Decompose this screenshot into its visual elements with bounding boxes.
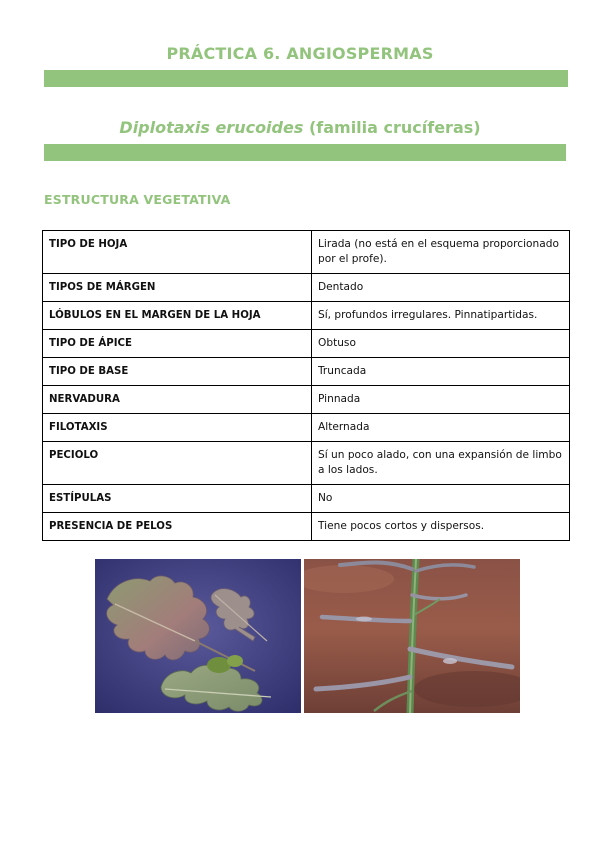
property-value: Lirada (no está en el esquema proporcionado por el profe). — [312, 231, 570, 274]
property-value: Pinnada — [312, 386, 570, 414]
leaf-photo — [95, 559, 301, 713]
property-value: Sí un poco alado, con una expansión de limbo a los lados. — [312, 442, 570, 485]
property-key: LÓBULOS EN EL MARGEN DE LA HOJA — [43, 302, 312, 330]
property-value: No — [312, 485, 570, 513]
table-row — [43, 414, 570, 442]
page-title: PRÁCTICA 6. ANGIOSPERMAS — [166, 44, 434, 63]
table-row — [43, 485, 570, 513]
property-value: Tiene pocos cortos y dispersos. — [312, 513, 570, 541]
property-value: Sí, profundos irregulares. Pinnatipartidas. — [312, 302, 570, 330]
table-row — [43, 513, 570, 541]
table-row — [43, 231, 570, 274]
stem-siliques-photo — [304, 559, 520, 713]
property-key: PECIOLO — [43, 442, 312, 485]
section-heading: ESTRUCTURA VEGETATIVA — [44, 192, 231, 207]
table-row — [43, 302, 570, 330]
title-underline-bar — [44, 70, 568, 87]
subtitle-underline-bar — [44, 144, 566, 161]
property-key: TIPO DE BASE — [43, 358, 312, 386]
property-key: PRESENCIA DE PELOS — [43, 513, 312, 541]
property-key: ESTÍPULAS — [43, 485, 312, 513]
property-key: TIPOS DE MÁRGEN — [43, 274, 312, 302]
table-row — [43, 442, 570, 485]
table-row — [43, 358, 570, 386]
property-value: Dentado — [312, 274, 570, 302]
property-key: TIPO DE ÁPICE — [43, 330, 312, 358]
table-row — [43, 386, 570, 414]
property-key: TIPO DE HOJA — [43, 231, 312, 274]
table-row — [43, 330, 570, 358]
property-value: Obtuso — [312, 330, 570, 358]
table-row — [43, 274, 570, 302]
property-value: Truncada — [312, 358, 570, 386]
species-family: (familia crucíferas) — [303, 118, 481, 137]
property-key: NERVADURA — [43, 386, 312, 414]
species-subtitle — [0, 118, 600, 137]
property-key: FILOTAXIS — [43, 414, 312, 442]
properties-table — [42, 230, 570, 541]
species-scientific-name: Diplotaxis erucoides — [119, 118, 304, 137]
photo-strip — [95, 559, 520, 713]
property-value: Alternada — [312, 414, 570, 442]
